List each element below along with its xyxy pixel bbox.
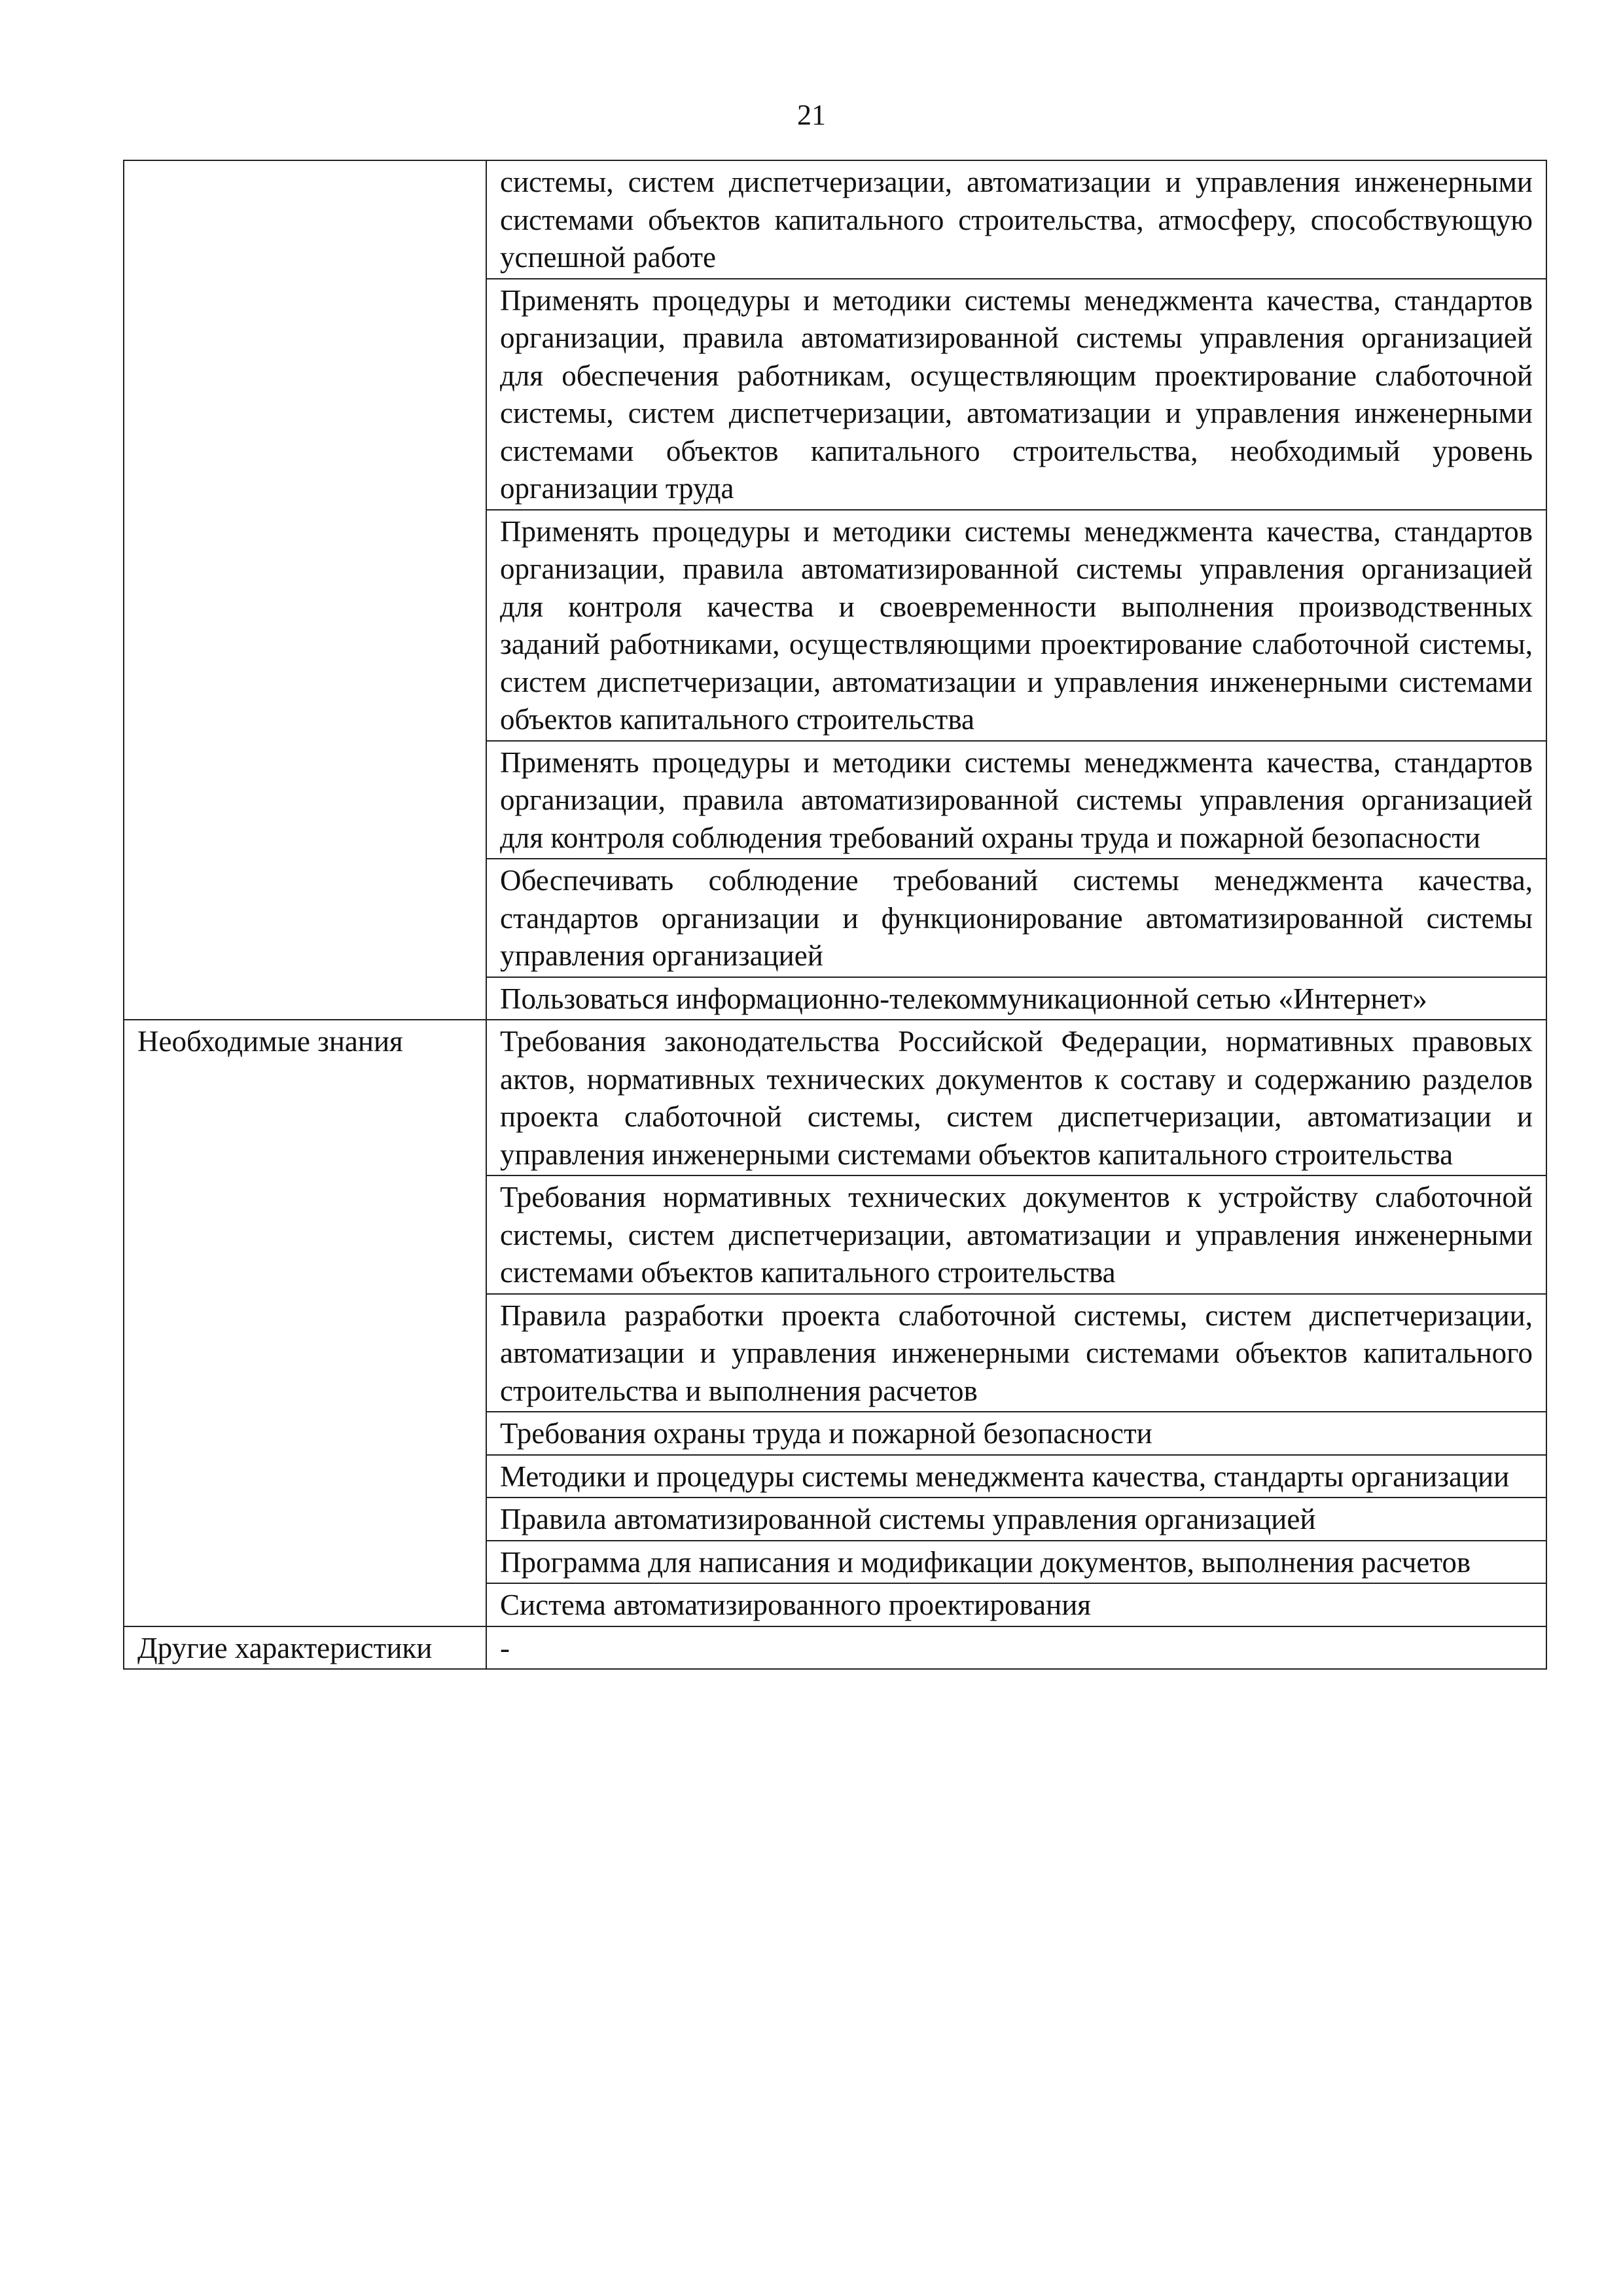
table-cell: Программа для написания и модификации документов, выполнения расчетов <box>486 1541 1546 1584</box>
row-label <box>124 160 486 1020</box>
table-cell: Применять процедуры и методики системы менеджмента качества, стандартов организации, правила автоматизированной системы управления организацией для контроля качества и своевременности выполнения производственных заданий работниками, осуществляющими проектирование слаботочной системы, систем диспетчеризации, автоматизации и управления инженерными системами объектов капитального строительства <box>486 510 1546 741</box>
row-label-knowledge: Необходимые знания <box>124 1020 486 1626</box>
table-cell: Применять процедуры и методики системы менеджмента качества, стандартов организации, правила автоматизированной системы управления организацией для обеспечения работникам, осуществляющим проектирование слаботочной системы, систем диспетчеризации, автоматизации и управления инженерными системами объектов капитального строительства, необходимый уровень организации труда <box>486 279 1546 510</box>
requirements-table <box>123 160 1547 1670</box>
table-cell: Требования нормативных технических документов к устройству слаботочной системы, систем диспетчеризации, автоматизации и управления инженерными системами объектов капитального строительства <box>486 1175 1546 1294</box>
table-row <box>124 1020 1546 1175</box>
table-row <box>124 160 1546 279</box>
table-cell: - <box>486 1626 1546 1670</box>
table-cell: Обеспечивать соблюдение требований системы менеджмента качества, стандартов организации и функционирование автоматизированной системы управления организацией <box>486 859 1546 977</box>
table-row <box>124 1626 1546 1670</box>
table-cell: Правила автоматизированной системы управления организацией <box>486 1498 1546 1541</box>
page-number: 21 <box>797 99 826 131</box>
table-cell: Требования законодательства Российской Федерации, нормативных правовых актов, нормативных технических документов к составу и содержанию разделов проекта слаботочной системы, систем диспетчеризации, автоматизации и управления инженерными системами объектов капитального строительства <box>486 1020 1546 1175</box>
table-cell: Пользоваться информационно-телекоммуникационной сетью «Интернет» <box>486 977 1546 1020</box>
table-cell: Методики и процедуры системы менеджмента качества, стандарты организации <box>486 1455 1546 1498</box>
row-label-other: Другие характеристики <box>124 1626 486 1670</box>
table-cell: Применять процедуры и методики системы менеджмента качества, стандартов организации, правила автоматизированной системы управления организацией для контроля соблюдения требований охраны труда и пожарной безопасности <box>486 741 1546 859</box>
table-cell: Правила разработки проекта слаботочной системы, систем диспетчеризации, автоматизации и управления инженерными системами объектов капитального строительства и выполнения расчетов <box>486 1294 1546 1412</box>
table-cell: Система автоматизированного проектирования <box>486 1583 1546 1626</box>
table-cell: Требования охраны труда и пожарной безопасности <box>486 1412 1546 1455</box>
table-cell: системы, систем диспетчеризации, автоматизации и управления инженерными системами объектов капитального строительства, атмосферу, способствующую успешной работе <box>486 160 1546 279</box>
